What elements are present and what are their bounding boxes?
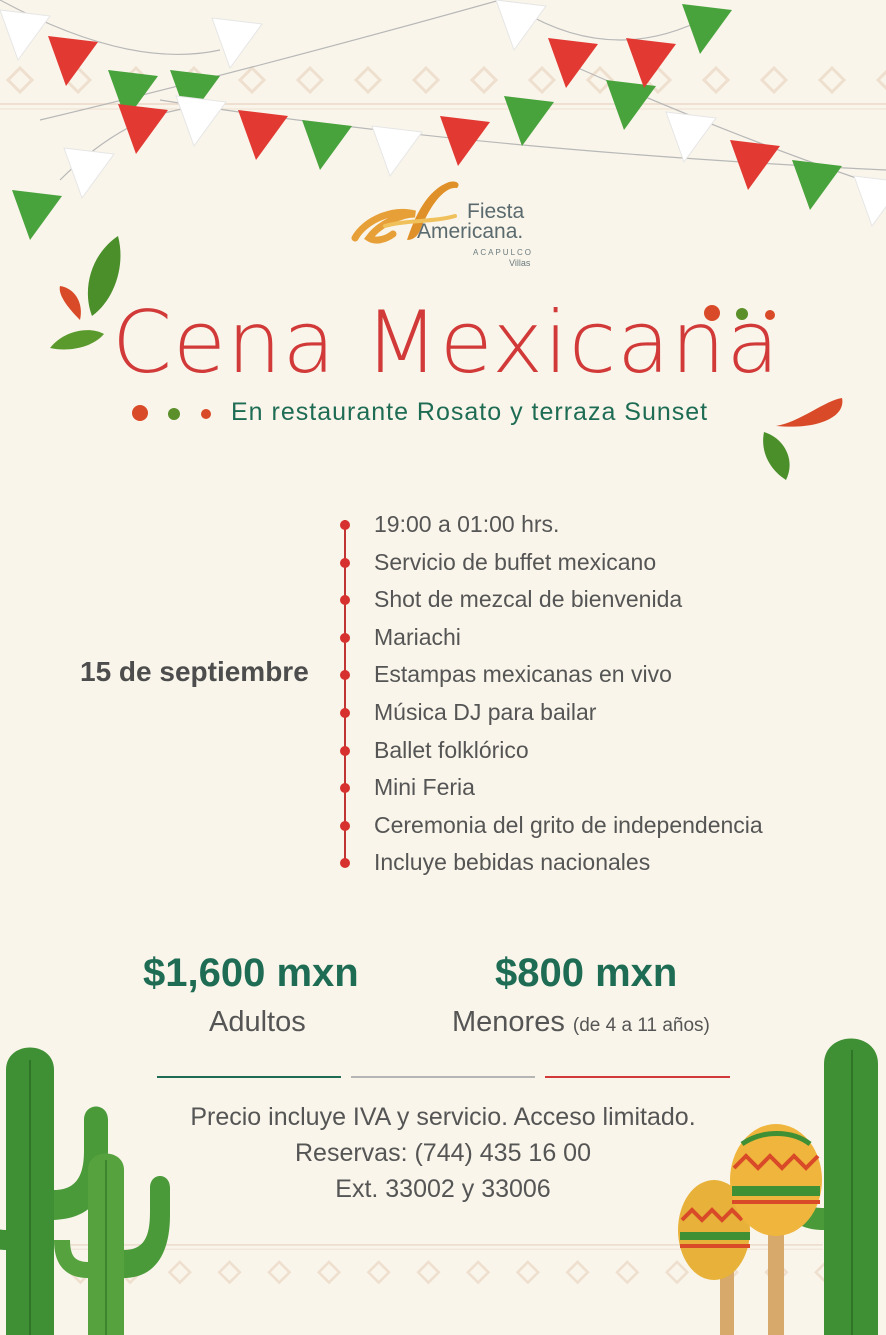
- adults-label: Adultos: [209, 1006, 306, 1038]
- cactus-left-icon: [0, 1040, 200, 1335]
- dot-green: [168, 408, 180, 420]
- bullet-dot: [340, 746, 350, 756]
- minors-label: Menores: [452, 1006, 565, 1038]
- pattern-diamond: [319, 1262, 340, 1283]
- event-date: 15 de septiembre: [80, 656, 309, 687]
- logo-name-line2: Americana.: [417, 220, 524, 243]
- info-line-price: Precio incluye IVA y servicio. Acceso limitado.: [190, 1103, 696, 1131]
- list-item: Shot de mezcal de bienvenida: [338, 581, 763, 619]
- list-item: Música DJ para bailar: [338, 694, 763, 732]
- divider-red: [545, 1076, 730, 1078]
- logo-location: ACAPULCO: [473, 248, 534, 257]
- pattern-diamond: [567, 1262, 588, 1283]
- pattern-diamond: [617, 1262, 638, 1283]
- pattern-diamond: [368, 1262, 389, 1283]
- bullet-dot: [340, 858, 350, 868]
- event-items-list: [338, 506, 763, 882]
- info-line-extensions: Ext. 33002 y 33006: [335, 1175, 551, 1203]
- list-item: Servicio de buffet mexicano: [338, 544, 763, 582]
- minors-label-row: [452, 1006, 710, 1039]
- adults-price: $1,600 mxn: [143, 951, 359, 995]
- event-subtitle: En restaurante Rosato y terraza Sunset: [231, 398, 709, 426]
- dot-red: [132, 405, 148, 421]
- list-item: Ceremonia del grito de independencia: [338, 807, 763, 845]
- pattern-diamond: [418, 1262, 439, 1283]
- pattern-diamond: [518, 1262, 539, 1283]
- maracas-icon: [672, 1120, 832, 1335]
- leaf-icon: [50, 330, 104, 349]
- minors-price: $800 mxn: [495, 951, 678, 995]
- list-item: Mariachi: [338, 619, 763, 657]
- list-item: 19:00 a 01:00 hrs.: [338, 506, 763, 544]
- list-item: Incluye bebidas nacionales: [338, 844, 763, 882]
- chili-icon: [776, 398, 842, 427]
- logo-sublocation: Villas: [509, 258, 531, 268]
- bullet-dot: [340, 783, 350, 793]
- pattern-diamond: [269, 1262, 290, 1283]
- bullet-dot: [340, 670, 350, 680]
- list-item: Estampas mexicanas en vivo: [338, 656, 763, 694]
- chili-icon: [60, 286, 81, 320]
- event-title: Cena Mexicana: [112, 293, 781, 393]
- bullet-dot: [340, 821, 350, 831]
- bullet-dot: [340, 595, 350, 605]
- pattern-diamond: [468, 1262, 489, 1283]
- info-line-reservations: Reservas: (744) 435 16 00: [294, 1139, 591, 1167]
- leaf-icon: [763, 432, 789, 480]
- logo-name-line1: Fiesta: [467, 200, 525, 223]
- bullet-dot: [340, 633, 350, 643]
- list-item: Ballet folklórico: [338, 732, 763, 770]
- list-item: Mini Feria: [338, 769, 763, 807]
- bullet-dot: [340, 558, 350, 568]
- pattern-diamond: [219, 1262, 240, 1283]
- minors-age-note: (de 4 a 11 años): [572, 1015, 710, 1036]
- dot-red: [201, 409, 211, 419]
- bullet-dot: [340, 708, 350, 718]
- bullet-dot: [340, 520, 350, 530]
- divider-gray: [351, 1076, 535, 1078]
